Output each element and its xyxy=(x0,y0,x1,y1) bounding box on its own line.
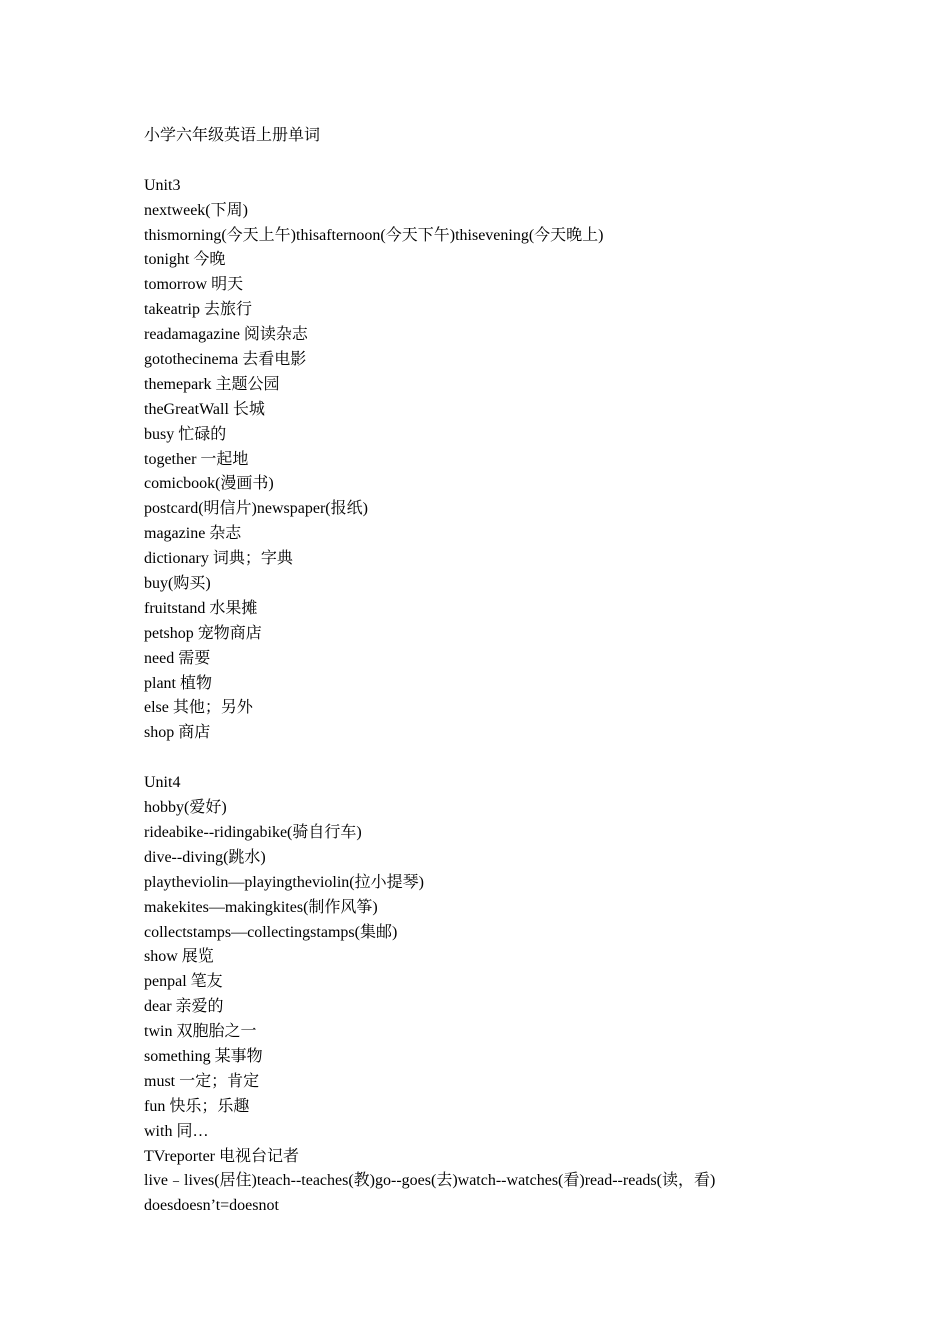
vocab-line: takeatrip 去旅行 xyxy=(144,301,252,319)
vocab-line: dear 亲爱的 xyxy=(144,998,224,1016)
vocab-line: together 一起地 xyxy=(144,450,249,468)
spacer xyxy=(144,746,904,771)
vocab-line: makekites—makingkites(制作风筝) xyxy=(144,898,378,916)
vocab-line: show 展览 xyxy=(144,948,214,966)
vocab-line: gotothecinema 去看电影 xyxy=(144,351,307,369)
vocab-line: twin 双胞胎之一 xyxy=(144,1023,257,1041)
unit4-section xyxy=(144,771,904,1219)
vocab-line: buy(购买) xyxy=(144,575,211,593)
vocab-line: penpal 笔友 xyxy=(144,973,223,991)
vocab-line: hobby(爱好) xyxy=(144,799,227,817)
vocab-line: must 一定；肯定 xyxy=(144,1072,260,1090)
vocab-line: nextweek(下周) xyxy=(144,201,248,219)
vocab-line: need 需要 xyxy=(144,649,211,667)
vocab-line: collectstamps—collectingstamps(集邮) xyxy=(144,923,398,941)
spacer xyxy=(144,149,904,174)
section-heading-unit3: Unit3 xyxy=(144,176,181,194)
vocab-line: tonight 今晚 xyxy=(144,251,226,269)
vocab-line: TVreporter 电视台记者 xyxy=(144,1147,300,1165)
vocab-line: shop 商店 xyxy=(144,724,211,742)
vocab-line: comicbook(漫画书) xyxy=(144,475,274,493)
unit3-section xyxy=(144,174,904,746)
vocab-line: live﹣lives(居住)teach--teaches(教)go--goes(去)watch--watches(看)read--reads(读，看) xyxy=(144,1172,716,1190)
vocab-line: themepark 主题公园 xyxy=(144,375,280,393)
vocab-line: playtheviolin—playingtheviolin(拉小提琴) xyxy=(144,873,424,891)
vocab-line: dive--diving(跳水) xyxy=(144,848,266,866)
vocab-line: thismorning(今天上午)thisafternoon(今天下午)thisevening(今天晚上) xyxy=(144,226,604,244)
vocab-line: plant 植物 xyxy=(144,674,212,692)
vocab-line: readamagazine 阅读杂志 xyxy=(144,326,308,344)
section-heading-unit4: Unit4 xyxy=(144,774,181,792)
vocab-line: with 同… xyxy=(144,1122,209,1140)
vocab-line: magazine 杂志 xyxy=(144,525,242,543)
vocab-line: else 其他；另外 xyxy=(144,699,253,717)
vocab-line: fun 快乐；乐趣 xyxy=(144,1097,250,1115)
vocab-line: petshop 宠物商店 xyxy=(144,624,262,642)
vocab-line: fruitstand 水果摊 xyxy=(144,599,258,617)
vocab-line: postcard(明信片)newspaper(报纸) xyxy=(144,500,368,518)
vocab-line: tomorrow 明天 xyxy=(144,276,244,294)
vocab-line: rideabike--ridingabike(骑自行车) xyxy=(144,823,362,841)
vocab-line: theGreatWall 长城 xyxy=(144,400,265,418)
document-page xyxy=(144,124,904,1219)
document-title: 小学六年级英语上册单词 xyxy=(144,127,321,144)
vocab-line: doesdoesn’t=doesnot xyxy=(144,1197,279,1215)
vocab-line: something 某事物 xyxy=(144,1047,263,1065)
vocab-line: busy 忙碌的 xyxy=(144,425,227,443)
vocab-line: dictionary 词典；字典 xyxy=(144,550,293,568)
